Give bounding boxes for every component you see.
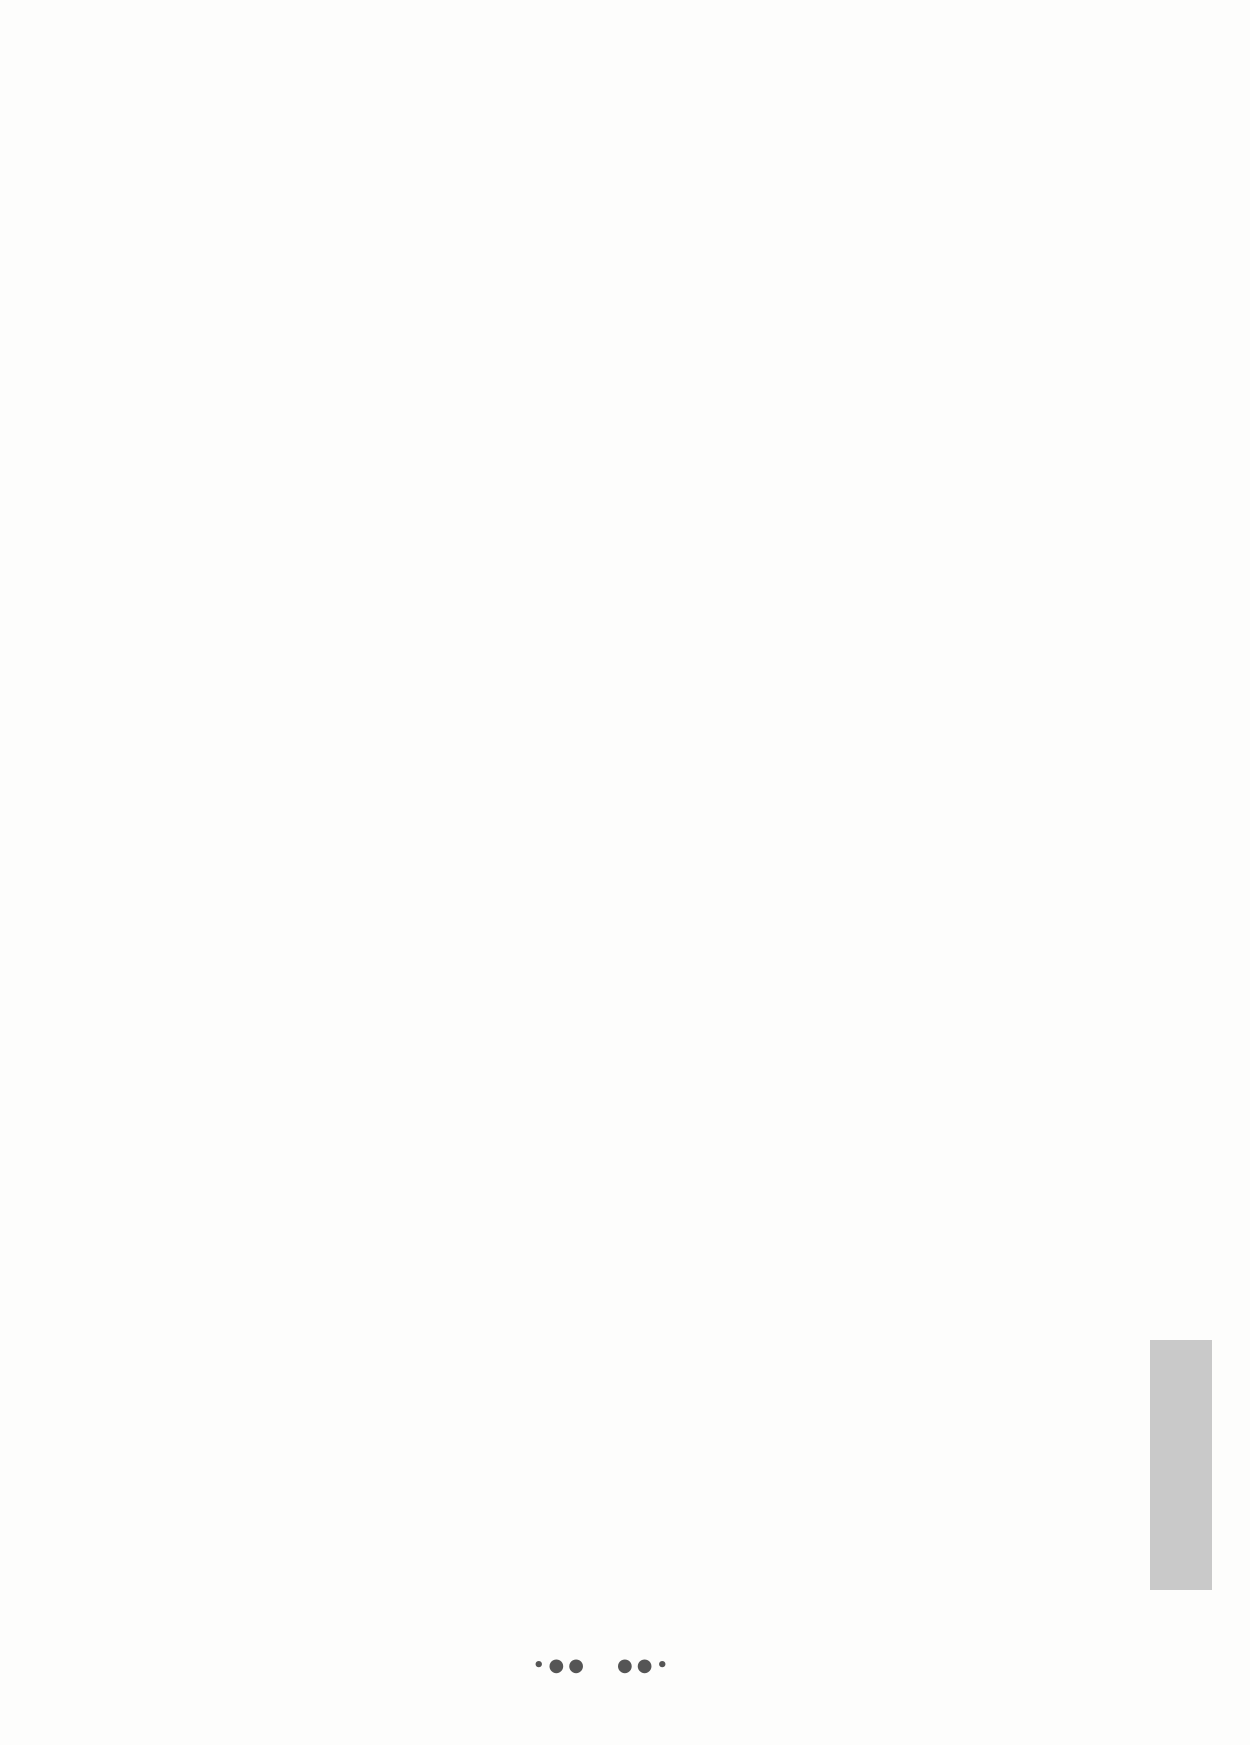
dots-right-icon: ●●• [617,1655,672,1676]
dots-left-icon: •●● [533,1655,588,1676]
side-label [1158,1355,1204,1585]
page-footer [0,1650,1205,1680]
